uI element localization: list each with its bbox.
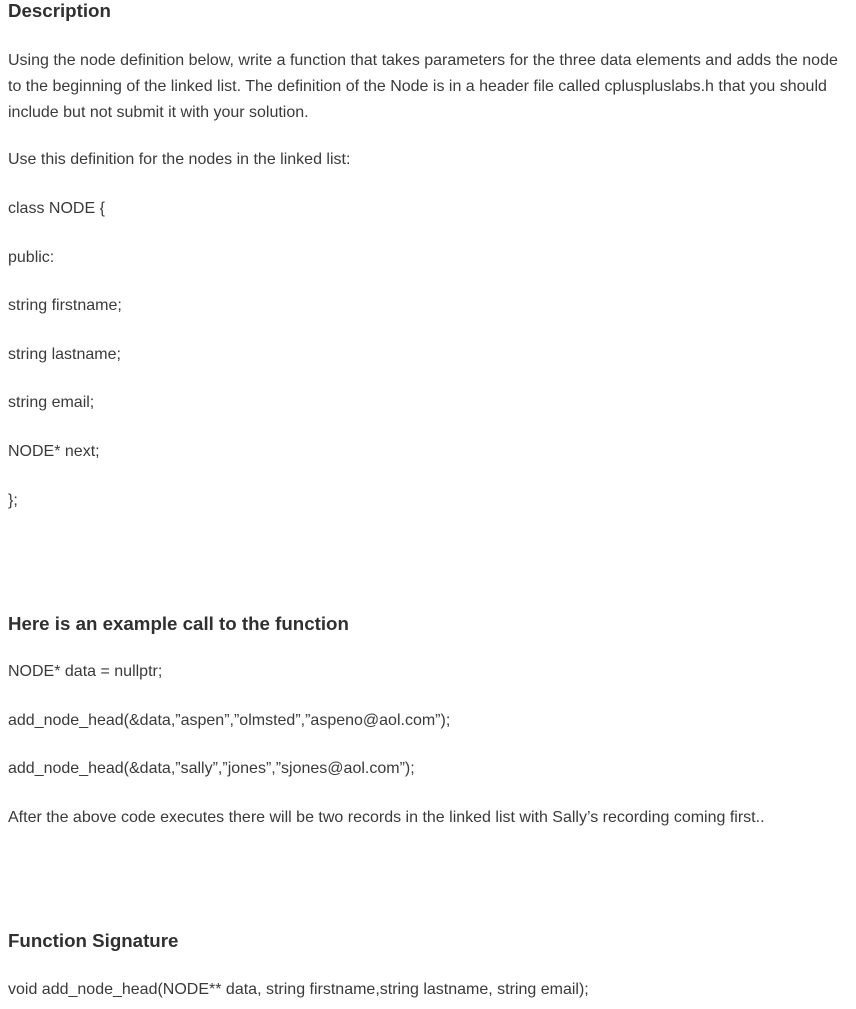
example-heading: Here is an example call to the function xyxy=(8,613,349,634)
class-line: string email; xyxy=(8,394,95,411)
class-line: NODE* next; xyxy=(8,443,100,460)
example-line: NODE* data = nullptr; xyxy=(8,663,163,680)
intro-paragraph: Using the node definition below, write a function that takes parameters for the three data elements and adds the node to the beginning of the linked list. The definition of the Node is in a header file called cpluspluslabs.h that you should include but not submit it with your solution. xyxy=(8,52,838,121)
signature-heading: Function Signature xyxy=(8,930,179,951)
example-line: add_node_head(&data,”aspen”,”olmsted”,”aspeno@aol.com”); xyxy=(8,712,451,729)
class-line: public: xyxy=(8,249,55,266)
example-result: After the above code executes there will be two records in the linked list with Sally’s recording coming first.. xyxy=(8,809,765,826)
example-line: add_node_head(&data,”sally”,”jones”,”sjones@aol.com”); xyxy=(8,760,415,777)
function-signature: void add_node_head(NODE** data, string firstname,string lastname, string email); xyxy=(8,981,589,998)
class-line: string firstname; xyxy=(8,297,122,314)
description-heading: Description xyxy=(8,0,111,21)
definition-intro: Use this definition for the nodes in the linked list: xyxy=(8,151,351,168)
class-line: string lastname; xyxy=(8,346,121,363)
class-line: }; xyxy=(8,492,18,509)
class-line: class NODE { xyxy=(8,200,105,217)
